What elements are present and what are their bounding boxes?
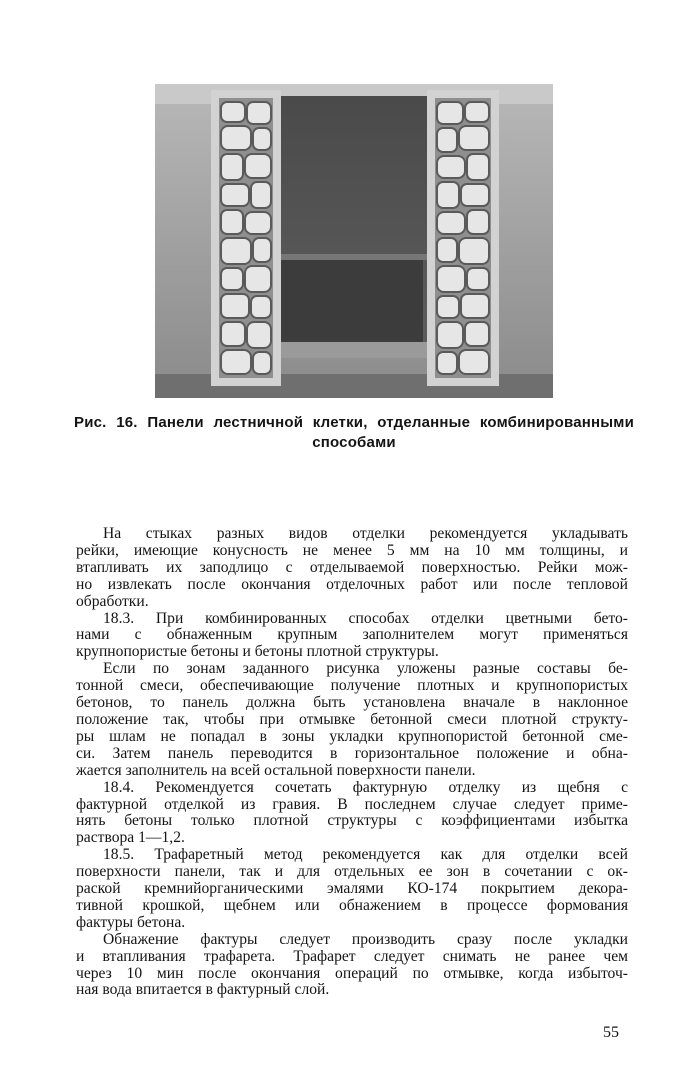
paragraph: [76, 661, 628, 779]
text-line: фактурной отделкой из гравия. В последнем случае следует приме-: [76, 795, 628, 813]
caption-line: Рис. 16. Панели лестничной клетки, отделанные комбинированными: [74, 414, 634, 431]
text-line: положение так, чтобы при отмывке бетонной смеси плотной структу-: [76, 710, 628, 728]
text-line: обработки.: [76, 592, 149, 610]
text-line: рейки, имеющие конусность не менее 5 мм на 10 мм толщины, и: [76, 541, 628, 559]
text-line: На стыках разных видов отделки рекомендуется укладывать: [103, 525, 628, 542]
text-line: си. Затем панель переводится в горизонтальное положение и обна-: [76, 744, 628, 762]
paragraph: [76, 526, 628, 611]
text-line: Если по зонам заданного рисунка уложены разные составы бе-: [103, 660, 628, 678]
paragraph: [76, 932, 628, 1000]
text-line: раской кремнийорганическими эмалями КО-174 покрытием декора-: [76, 880, 628, 898]
text-line: но извлекать после окончания отделочных работ или после тепловой: [76, 575, 628, 593]
text-line: через 10 мин после окончания операций по отмывке, когда избыточ-: [76, 964, 628, 982]
text-line: бетонов, то панель должна быть установлена вначале в наклонное: [76, 694, 628, 712]
text-line: ры шлам не попадал в зоны укладки крупнопористой бетонной сме-: [76, 727, 628, 745]
text-line: тонной смеси, обеспечивающие получение плотных и крупнопористых: [76, 677, 628, 695]
paragraph: [76, 780, 628, 848]
text-line: 18.3. При комбинированных способах отделки цветными бето-: [103, 609, 628, 627]
figure-caption: [74, 413, 634, 453]
text-line: поверхности панели, так и для отдельных ее зон в сочетании с ок-: [76, 863, 628, 881]
text-line: ная вода впитается в фактурный слой.: [76, 981, 330, 999]
body-text: [76, 526, 628, 999]
text-line: втапливать их заподлицо с отделываемой поверхностью. Рейки мож-: [76, 558, 628, 576]
text-line: фактуры бетона.: [76, 913, 186, 931]
caption-line: способами: [312, 434, 396, 451]
text-line: 18.5. Трафаретный метод рекомендуется как для отделки всей: [103, 846, 628, 864]
text-line: нять бетоны только плотной структуры с коэффициентами избытка: [76, 812, 628, 830]
staircase-panels-photo: [155, 84, 553, 398]
text-line: и втапливания трафарета. Трафарет следует снимать не ранее чем: [76, 947, 628, 965]
figure-photo: [155, 84, 553, 398]
paragraph: [76, 847, 628, 932]
text-line: раствора 1—1,2.: [76, 829, 185, 847]
text-line: тивной крошкой, щебнем или обнажением в процессе формования: [76, 896, 628, 914]
text-line: нами с обнаженным крупным заполнителем могут применяться: [76, 626, 628, 644]
text-line: 18.4. Рекомендуется сочетать фактурную отделку из щебня с: [103, 778, 628, 796]
text-line: жается заполнитель на всей остальной поверхности панели.: [76, 761, 476, 779]
paragraph: [76, 611, 628, 662]
text-line: крупнопористые бетоны и бетоны плотной структуры.: [76, 643, 439, 661]
text-line: Обнажение фактуры следует производить сразу после укладки: [103, 930, 628, 948]
page-number: 55: [603, 1024, 619, 1041]
